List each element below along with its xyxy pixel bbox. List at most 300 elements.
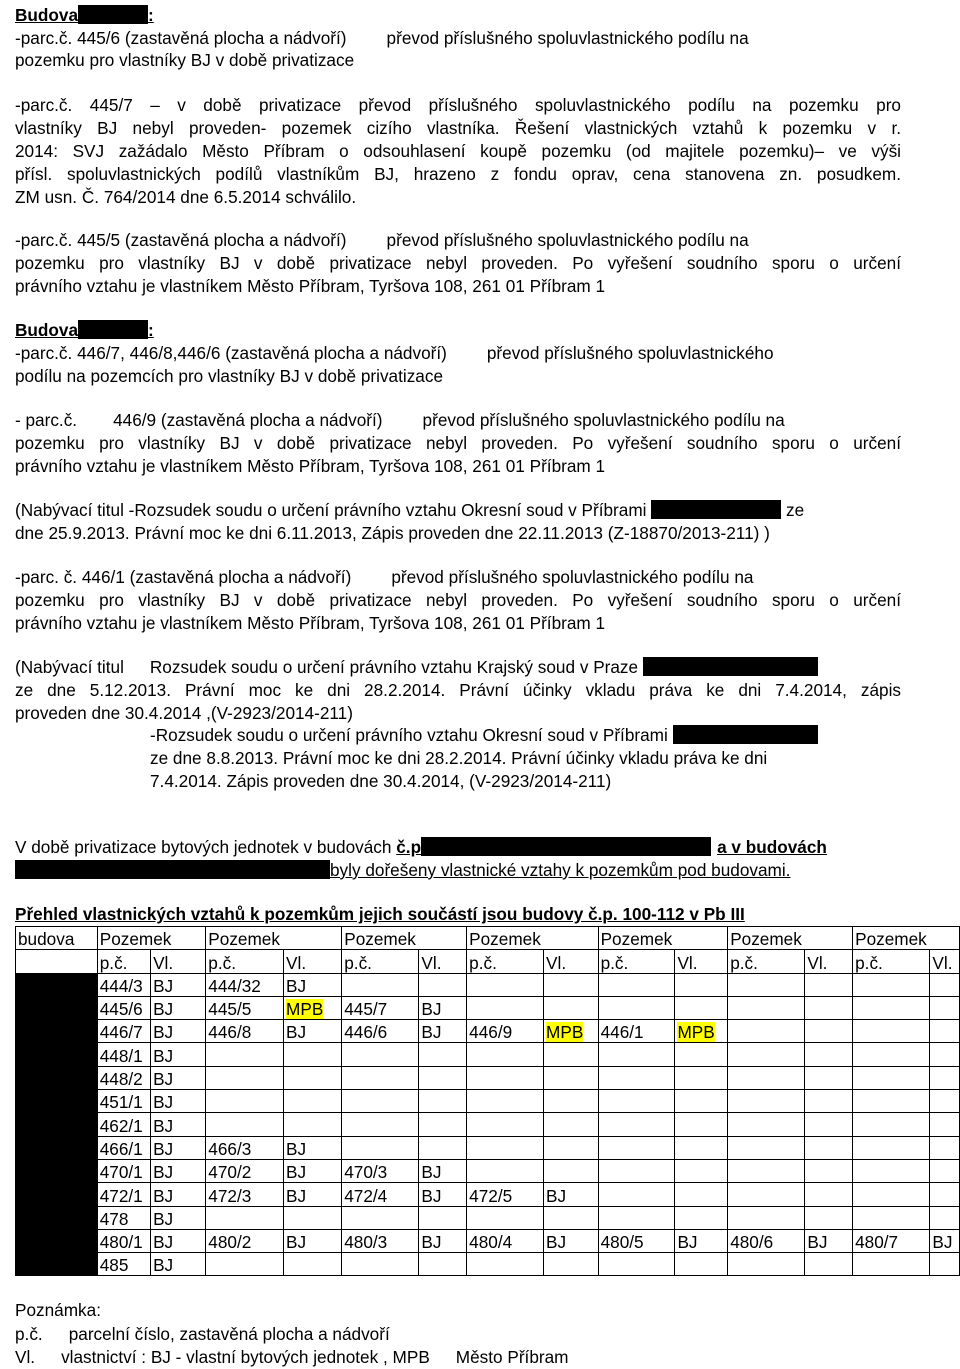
table-cell: [97, 996, 150, 1019]
table-cell: [151, 1136, 206, 1159]
table-cell: [675, 1066, 728, 1089]
table-cell: [805, 973, 853, 996]
table-cell: [467, 1136, 544, 1159]
table-cell: [728, 996, 805, 1019]
table-cell: [598, 996, 675, 1019]
table-cell: [805, 1159, 853, 1182]
owner-highlight: MPB: [677, 1022, 715, 1043]
table-cell: [151, 1090, 206, 1113]
note-line-2: [15, 1347, 568, 1367]
table-cell: [598, 1113, 675, 1136]
cell-text: BJ: [286, 1185, 307, 1206]
cell-text: 444/3: [99, 975, 143, 996]
table-cell: [342, 1136, 419, 1159]
header-parcel: Pozemek: [467, 927, 598, 950]
table-cell: [206, 1020, 284, 1043]
table-cell: [419, 1253, 467, 1276]
cell-text: BJ: [286, 1162, 307, 1183]
cell-text: BJ: [153, 999, 174, 1020]
parcel-445-7-line2: vlastníky BJ nebyl proveden- pozemek cizího vlastníka. Řešení vlastnických vztahů k pozemku v r.: [15, 118, 901, 138]
redaction-block: [643, 657, 818, 676]
acquisition-title-2-line4: [150, 725, 818, 745]
redaction-block: [421, 837, 711, 856]
table-cell: [853, 1043, 930, 1066]
table-cell: [544, 1043, 599, 1066]
table-cell: [284, 1206, 342, 1229]
header-parcel: Pozemek: [206, 927, 342, 950]
table-cell: [151, 1206, 206, 1229]
table-row: [16, 1229, 960, 1252]
parcel-text: 446/9 (zastavěná plocha a nádvoří): [113, 410, 383, 430]
table-cell: [675, 996, 728, 1019]
cell-text: 480/4: [469, 1232, 513, 1253]
table-cell: [853, 1066, 930, 1089]
table-header-row: [16, 927, 960, 950]
table-row: [16, 973, 960, 996]
cell-text: 480/5: [600, 1232, 644, 1253]
acquisition-text: ze: [786, 500, 805, 520]
cell-text: BJ: [286, 1138, 307, 1159]
table-cell: [728, 973, 805, 996]
header-parcel: Pozemek: [342, 927, 467, 950]
parcel-445-7-line3: 2014: SVJ zažádalo Město Příbram o odsouhlasení koupě pozemku (od majitele pozemku)– ve výši: [15, 141, 901, 161]
cell-text: BJ: [286, 1232, 307, 1253]
table-cell: [467, 1090, 544, 1113]
cell-text: 472/4: [344, 1185, 388, 1206]
table-cell: [544, 996, 599, 1019]
parcel-446-9-line1: [15, 410, 785, 430]
table-cell: [467, 1183, 544, 1206]
parcel-445-5-line1: [15, 230, 749, 250]
table-cell: [419, 1113, 467, 1136]
summary-text: V době privatizace bytových jednotek v budovách: [15, 837, 397, 857]
table-cell: [805, 1113, 853, 1136]
table-cell: [342, 1043, 419, 1066]
table-cell: [930, 1090, 960, 1113]
table-cell: [284, 1090, 342, 1113]
table-row: [16, 1066, 960, 1089]
table-cell: [805, 1066, 853, 1089]
cell-text: 446/7: [99, 1022, 143, 1043]
table-row: [16, 1090, 960, 1113]
table-row: [16, 1020, 960, 1043]
header-building: budova: [16, 927, 98, 950]
cell-text: 445/5: [208, 999, 252, 1020]
acquisition-text: Rozsudek soudu o určení právního vztahu Krajský soud v Praze: [149, 657, 639, 677]
acquisition-title-2-line5: ze dne 8.8.2013. Právní moc ke dni 28.2.2014. Právní účinky vkladu práva ke dni: [150, 748, 768, 768]
table-cell: [206, 1206, 284, 1229]
parcel-445-5-line3: právního vztahu je vlastníkem Město Příbram, Tyršova 108, 261 01 Příbram 1: [15, 276, 606, 296]
table-cell: [419, 1020, 467, 1043]
table-cell: [675, 1090, 728, 1113]
acquisition-title-2-line1: [15, 657, 818, 677]
cell-text: 444/32: [208, 975, 261, 996]
table-cell: [151, 1043, 206, 1066]
parcel-446-1-line3: právního vztahu je vlastníkem Město Příbram, Tyršova 108, 261 01 Příbram 1: [15, 613, 606, 633]
table-cell: [544, 1090, 599, 1113]
table-cell: [206, 996, 284, 1019]
table-cell: [853, 1253, 930, 1276]
redacted-building-cell: [16, 973, 98, 1276]
table-row: [16, 1113, 960, 1136]
cell-text: 472/3: [208, 1185, 252, 1206]
table-cell: [467, 1253, 544, 1276]
parcel-445-6-line1: [15, 28, 749, 48]
table-cell: [284, 1136, 342, 1159]
note-text: Město Příbram: [455, 1347, 569, 1367]
table-cell: [728, 1136, 805, 1159]
table-cell: [342, 1229, 419, 1252]
table-cell: [342, 1066, 419, 1089]
parcel-446-9-line3: právního vztahu je vlastníkem Město Příbram, Tyršova 108, 261 01 Příbram 1: [15, 456, 606, 476]
table-cell: [97, 1206, 150, 1229]
subheader-cell: p.č.: [853, 950, 930, 973]
heading-colon: :: [148, 320, 154, 340]
cell-text: 480/2: [208, 1232, 252, 1253]
table-cell: [930, 1020, 960, 1043]
table-cell: [206, 1253, 284, 1276]
table-cell: [284, 1043, 342, 1066]
parcel-text: převod příslušného spoluvlastnického podílu na: [386, 28, 749, 48]
table-cell: [419, 1159, 467, 1182]
cell-text: 446/6: [344, 1022, 388, 1043]
table-cell: [728, 1183, 805, 1206]
table-cell: [853, 1090, 930, 1113]
table-cell: [930, 1183, 960, 1206]
parcel-text: převod příslušného spoluvlastnického podílu na: [386, 230, 749, 250]
table-cell: [675, 1113, 728, 1136]
table-cell: [342, 1113, 419, 1136]
note-term: p.č.: [15, 1324, 43, 1344]
cell-text: 451/1: [99, 1092, 143, 1113]
table-cell: [97, 1090, 150, 1113]
subheader-cell: p.č.: [467, 950, 544, 973]
cell-text: BJ: [153, 1045, 174, 1066]
table-cell: [675, 1229, 728, 1252]
table-cell: [342, 973, 419, 996]
cell-text: BJ: [286, 1022, 307, 1043]
redaction-block: [673, 725, 818, 744]
table-cell: [544, 1113, 599, 1136]
cell-text: 446/1: [600, 1022, 644, 1043]
table-row: [16, 1159, 960, 1182]
cell-text: 466/3: [208, 1138, 252, 1159]
cell-text: BJ: [153, 1185, 174, 1206]
cell-text: BJ: [153, 1162, 174, 1183]
acquisition-text: (Nabývací titul: [15, 657, 124, 677]
table-cell: [598, 1229, 675, 1252]
table-title: Přehled vlastnických vztahů k pozemkům jejich součástí jsou budovy č.p. 100-112 v Pb III: [15, 904, 745, 924]
table-row: [16, 1043, 960, 1066]
subheader-cell: Vl.: [419, 950, 467, 973]
cell-text: 470/3: [344, 1162, 388, 1183]
cell-text: 446/9: [469, 1022, 513, 1043]
summary-bold: č.p: [396, 837, 422, 857]
subheader-cell: Vl.: [284, 950, 342, 973]
table-cell: [419, 1229, 467, 1252]
note-text: parcelní číslo, zastavěná plocha a nádvoří: [68, 1324, 390, 1344]
table-cell: [467, 1159, 544, 1182]
header-parcel: Pozemek: [97, 927, 206, 950]
cell-text: BJ: [153, 1115, 174, 1136]
header-building-empty: [16, 950, 98, 973]
table-row: [16, 1183, 960, 1206]
table-cell: [675, 1043, 728, 1066]
cell-text: 480/3: [344, 1232, 388, 1253]
redaction-block: [78, 5, 148, 24]
table-cell: [728, 1229, 805, 1252]
table-cell: [853, 996, 930, 1019]
cell-text: 448/1: [99, 1045, 143, 1066]
parcel-text: -parc. č. 446/1 (zastavěná plocha a nádvoří): [15, 567, 352, 587]
table-cell: [805, 1183, 853, 1206]
cell-text: BJ: [421, 1162, 442, 1183]
cell-text: BJ: [153, 1255, 174, 1276]
table-cell: [598, 1090, 675, 1113]
table-cell: [206, 973, 284, 996]
table-cell: [930, 1066, 960, 1089]
table-cell: [544, 1229, 599, 1252]
table-cell: [97, 1113, 150, 1136]
table-cell: [284, 1253, 342, 1276]
subheader-cell: p.č.: [97, 950, 150, 973]
table-row: [16, 996, 960, 1019]
table-cell: [728, 1090, 805, 1113]
note-line-1: [15, 1324, 390, 1344]
table-cell: [342, 1183, 419, 1206]
table-cell: [544, 1066, 599, 1089]
table-cell: [342, 1206, 419, 1229]
cell-text: BJ: [677, 1232, 698, 1253]
table-cell: [206, 1066, 284, 1089]
parcel-445-5-line2: pozemku pro vlastníky BJ v době privatizace nebyl proveden. Po vyřešení soudního sporu o určení: [15, 253, 901, 273]
table-cell: [728, 1159, 805, 1182]
cell-text: 472/1: [99, 1185, 143, 1206]
table-cell: [930, 1043, 960, 1066]
table-cell: [151, 1066, 206, 1089]
table-cell: [151, 1159, 206, 1182]
table-cell: [675, 1020, 728, 1043]
parcel-446-7-line2: podílu na pozemcích pro vlastníky BJ v době privatizace: [15, 366, 444, 386]
redaction-block: [78, 320, 148, 339]
table-cell: [598, 1136, 675, 1159]
parcel-445-6-line2: pozemku pro vlastníky BJ v době privatizace: [15, 50, 355, 70]
table-cell: [728, 1206, 805, 1229]
table-cell: [598, 1020, 675, 1043]
table-cell: [151, 1253, 206, 1276]
table-cell: [342, 1090, 419, 1113]
table-cell: [805, 1043, 853, 1066]
redaction-block: [651, 500, 781, 519]
table-cell: [284, 973, 342, 996]
table-cell: [805, 996, 853, 1019]
heading-text: Budova: [15, 5, 79, 25]
table-cell: [97, 1020, 150, 1043]
table-cell: [675, 1253, 728, 1276]
table-cell: [206, 1183, 284, 1206]
summary-bold: a v budovách: [717, 837, 827, 857]
table-cell: [206, 1043, 284, 1066]
table-cell: [206, 1113, 284, 1136]
table-cell: [206, 1229, 284, 1252]
table-cell: [284, 996, 342, 1019]
table-cell: [930, 1229, 960, 1252]
building-heading-1: [15, 5, 154, 25]
table-cell: [284, 1183, 342, 1206]
parcel-text: -parc.č. 445/5 (zastavěná plocha a nádvoří): [15, 230, 347, 250]
table-subheader-row: [16, 950, 960, 973]
table-cell: [675, 1136, 728, 1159]
table-cell: [544, 1020, 599, 1043]
table-cell: [853, 1020, 930, 1043]
table-cell: [853, 1206, 930, 1229]
note-text: vlastnictví : BJ - vlastní bytových jednotek , MPB: [61, 1347, 430, 1367]
cell-text: 466/1: [99, 1138, 143, 1159]
table-cell: [598, 1183, 675, 1206]
acquisition-text: -Rozsudek soudu o určení právního vztahu Okresní soud v Příbrami: [150, 725, 668, 745]
table-cell: [598, 1043, 675, 1066]
table-cell: [342, 1020, 419, 1043]
table-cell: [930, 1253, 960, 1276]
table-cell: [930, 1159, 960, 1182]
table-cell: [675, 1206, 728, 1229]
table-cell: [419, 973, 467, 996]
table-cell: [342, 1253, 419, 1276]
table-cell: [206, 1159, 284, 1182]
table-cell: [853, 973, 930, 996]
cell-text: 445/6: [99, 999, 143, 1020]
table-cell: [930, 1206, 960, 1229]
cell-text: 445/7: [344, 999, 388, 1020]
subheader-cell: Vl.: [151, 950, 206, 973]
table-cell: [97, 1136, 150, 1159]
cell-text: 480/7: [855, 1232, 899, 1253]
table-cell: [419, 1043, 467, 1066]
cell-text: BJ: [932, 1232, 953, 1253]
parcel-445-7-line1: -parc.č. 445/7 – v době privatizace převod příslušného spoluvlastnického podílu na pozemku pro: [15, 95, 901, 115]
table-cell: [598, 973, 675, 996]
table-cell: [284, 1113, 342, 1136]
table-cell: [151, 1229, 206, 1252]
acquisition-text: (Nabývací titul -Rozsudek soudu o určení právního vztahu Okresní soud v Příbrami: [15, 500, 647, 520]
cell-text: BJ: [286, 975, 307, 996]
subheader-cell: p.č.: [728, 950, 805, 973]
parcel-text: -parc.č. 446/7, 446/8,446/6 (zastavěná plocha a nádvoří): [15, 343, 447, 363]
parcel-446-1-line1: [15, 567, 753, 587]
cell-text: BJ: [421, 1022, 442, 1043]
redaction-block: [15, 860, 330, 879]
table-cell: [930, 973, 960, 996]
table-cell: [284, 1159, 342, 1182]
cell-text: 472/5: [469, 1185, 513, 1206]
table-cell: [467, 1043, 544, 1066]
table-cell: [151, 1183, 206, 1206]
notes-title: Poznámka:: [15, 1300, 101, 1320]
table-cell: [97, 1043, 150, 1066]
table-cell: [206, 1090, 284, 1113]
acquisition-title-2-line3: proveden dne 30.4.2014 ,(V-2923/2014-211): [15, 703, 353, 723]
subheader-cell: Vl.: [544, 950, 599, 973]
table-cell: [853, 1136, 930, 1159]
subheader-cell: Vl.: [805, 950, 853, 973]
table-row: [16, 1136, 960, 1159]
cell-text: BJ: [546, 1185, 567, 1206]
table-cell: [419, 1206, 467, 1229]
table-cell: [467, 1020, 544, 1043]
summary-line1: [15, 837, 827, 857]
table-row: [16, 1253, 960, 1276]
cell-text: BJ: [153, 1069, 174, 1090]
subheader-cell: Vl.: [930, 950, 960, 973]
table-cell: [467, 973, 544, 996]
table-cell: [97, 1159, 150, 1182]
parcel-446-7-line1: [15, 343, 774, 363]
table-cell: [728, 1253, 805, 1276]
table-cell: [342, 996, 419, 1019]
table-cell: [467, 1206, 544, 1229]
table-cell: [97, 1183, 150, 1206]
table-cell: [284, 1229, 342, 1252]
cell-text: BJ: [153, 1208, 174, 1229]
cell-text: 480/1: [99, 1232, 143, 1253]
cell-text: 470/2: [208, 1162, 252, 1183]
header-parcel: Pozemek: [728, 927, 853, 950]
table-cell: [598, 1159, 675, 1182]
table-cell: [728, 1043, 805, 1066]
acquisition-title-2-line2: ze dne 5.12.2013. Právní moc ke dni 28.2.2014. Právní účinky vkladu práva ke dni 7.4.2014, zápis: [15, 680, 901, 700]
table-cell: [675, 1183, 728, 1206]
table-cell: [467, 1229, 544, 1252]
table-cell: [853, 1113, 930, 1136]
parcel-445-7-line4: přísl. spoluvlastnických podílů vlastníkům BJ, hrazeno z fondu oprav, cena stanovena zn. posudkem.: [15, 164, 901, 184]
cell-text: BJ: [153, 1092, 174, 1113]
subheader-cell: p.č.: [342, 950, 419, 973]
table-cell: [419, 996, 467, 1019]
table-cell: [544, 1206, 599, 1229]
table-cell: [97, 1066, 150, 1089]
parcel-445-7-line5: ZM usn. Č. 764/2014 dne 6.5.2014 schválilo.: [15, 187, 357, 207]
table-cell: [598, 1066, 675, 1089]
summary-line2: [15, 860, 790, 880]
owner-highlight: MPB: [286, 999, 324, 1020]
table-cell: [97, 1253, 150, 1276]
cell-text: BJ: [421, 1185, 442, 1206]
cell-text: 446/8: [208, 1022, 252, 1043]
table-cell: [419, 1090, 467, 1113]
table-cell: [544, 973, 599, 996]
cell-text: BJ: [153, 1022, 174, 1043]
table-cell: [598, 1206, 675, 1229]
table-cell: [805, 1090, 853, 1113]
ownership-table: [15, 926, 960, 1276]
owner-highlight: MPB: [546, 1022, 584, 1043]
cell-text: 448/2: [99, 1069, 143, 1090]
table-cell: [206, 1136, 284, 1159]
table-cell: [805, 1020, 853, 1043]
table-cell: [467, 1113, 544, 1136]
heading-colon: :: [148, 5, 154, 25]
heading-text: Budova: [15, 320, 79, 340]
cell-text: 462/1: [99, 1115, 143, 1136]
cell-text: 478: [99, 1208, 129, 1229]
note-term: Vl.: [15, 1347, 36, 1367]
table-cell: [97, 973, 150, 996]
table-cell: [544, 1136, 599, 1159]
summary-text: byly dořešeny vlastnické vztahy k pozemkům pod budovami.: [330, 860, 791, 880]
header-parcel: Pozemek: [598, 927, 728, 950]
table-cell: [805, 1229, 853, 1252]
cell-text: BJ: [421, 1232, 442, 1253]
